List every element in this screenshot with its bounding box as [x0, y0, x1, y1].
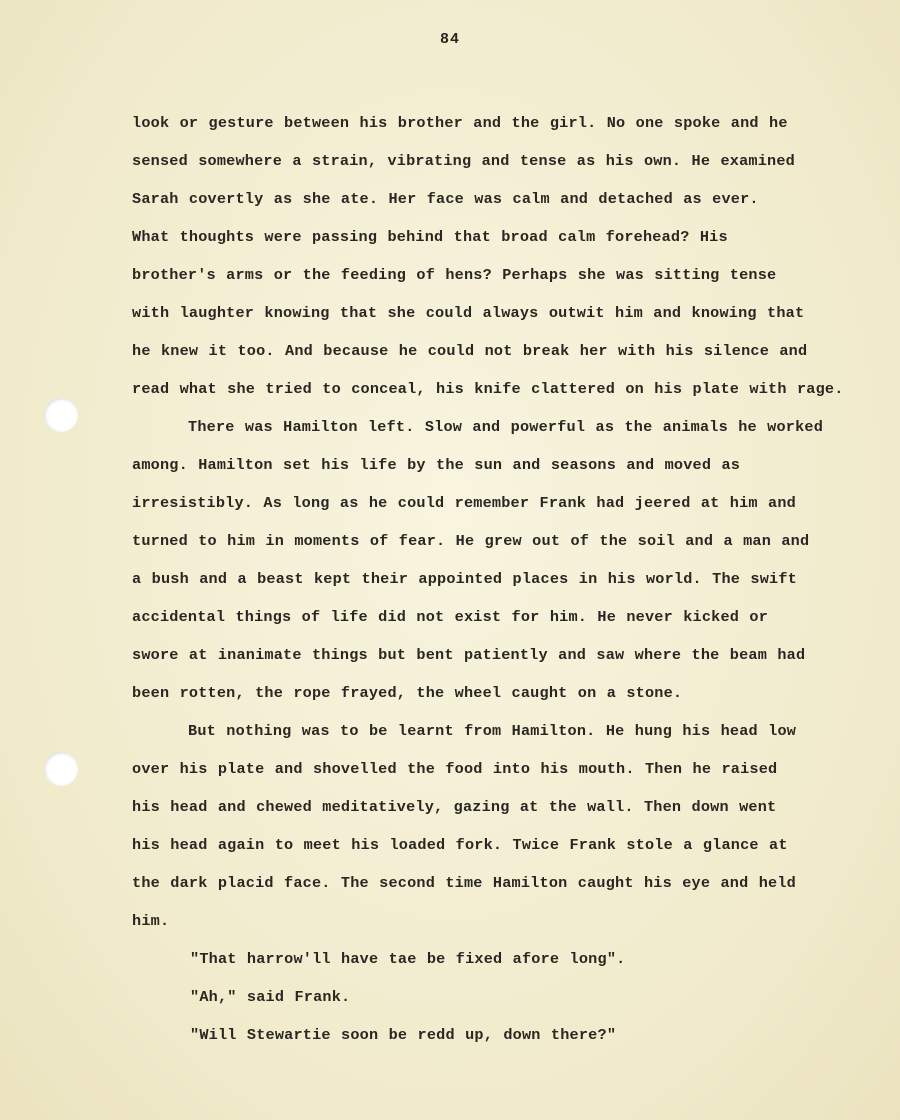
text-line: sensed somewhere a strain, vibrating and tense as his own. He examined [132, 152, 795, 170]
text-line: irresistibly. As long as he could remember Frank had jeered at him and [132, 494, 796, 512]
text-line: the dark placid face. The second time Hamilton caught his eye and held [132, 874, 796, 892]
text-line: his head again to meet his loaded fork. Twice Frank stole a glance at [132, 836, 788, 854]
text-line: look or gesture between his brother and the girl. No one spoke and he [132, 114, 788, 132]
text-line: his head and chewed meditatively, gazing at the wall. Then down went [132, 798, 777, 816]
text-line: a bush and a beast kept their appointed places in his world. The swift [132, 570, 797, 588]
text-line: What thoughts were passing behind that broad calm forehead? His [132, 228, 728, 246]
text-line: him. [132, 912, 170, 930]
text-line: Sarah covertly as she ate. Her face was calm and detached as ever. [132, 190, 759, 208]
dialogue-line: "Will Stewartie soon be redd up, down there?" [190, 1026, 617, 1044]
page-number: 84 [439, 31, 460, 48]
text-line: over his plate and shovelled the food into his mouth. Then he raised [132, 760, 778, 778]
text-line: turned to him in moments of fear. He grew out of the soil and a man and [132, 532, 810, 550]
text-line: he knew it too. And because he could not break her with his silence and [132, 342, 808, 360]
dialogue-line: "That harrow'll have tae be fixed afore long". [190, 950, 626, 968]
punch-hole-top [44, 398, 78, 432]
text-line: brother's arms or the feeding of hens? Perhaps she was sitting tense [132, 266, 777, 284]
text-line: read what she tried to conceal, his knife clattered on his plate with rage. [132, 380, 844, 398]
text-line: among. Hamilton set his life by the sun and seasons and moved as [132, 456, 741, 474]
punch-hole-bottom [44, 752, 78, 786]
dialogue-line: "Ah," said Frank. [190, 988, 351, 1006]
text-line: swore at inanimate things but bent patiently and saw where the beam had [132, 646, 806, 664]
text-line: with laughter knowing that she could always outwit him and knowing that [132, 304, 805, 322]
text-line: accidental things of life did not exist for him. He never kicked or [132, 608, 769, 626]
text-line: There was Hamilton left. Slow and powerful as the animals he worked [188, 418, 824, 436]
text-line: But nothing was to be learnt from Hamilton. He hung his head low [188, 722, 797, 740]
text-line: been rotten, the rope frayed, the wheel caught on a stone. [132, 684, 683, 702]
body-text [132, 104, 872, 1054]
